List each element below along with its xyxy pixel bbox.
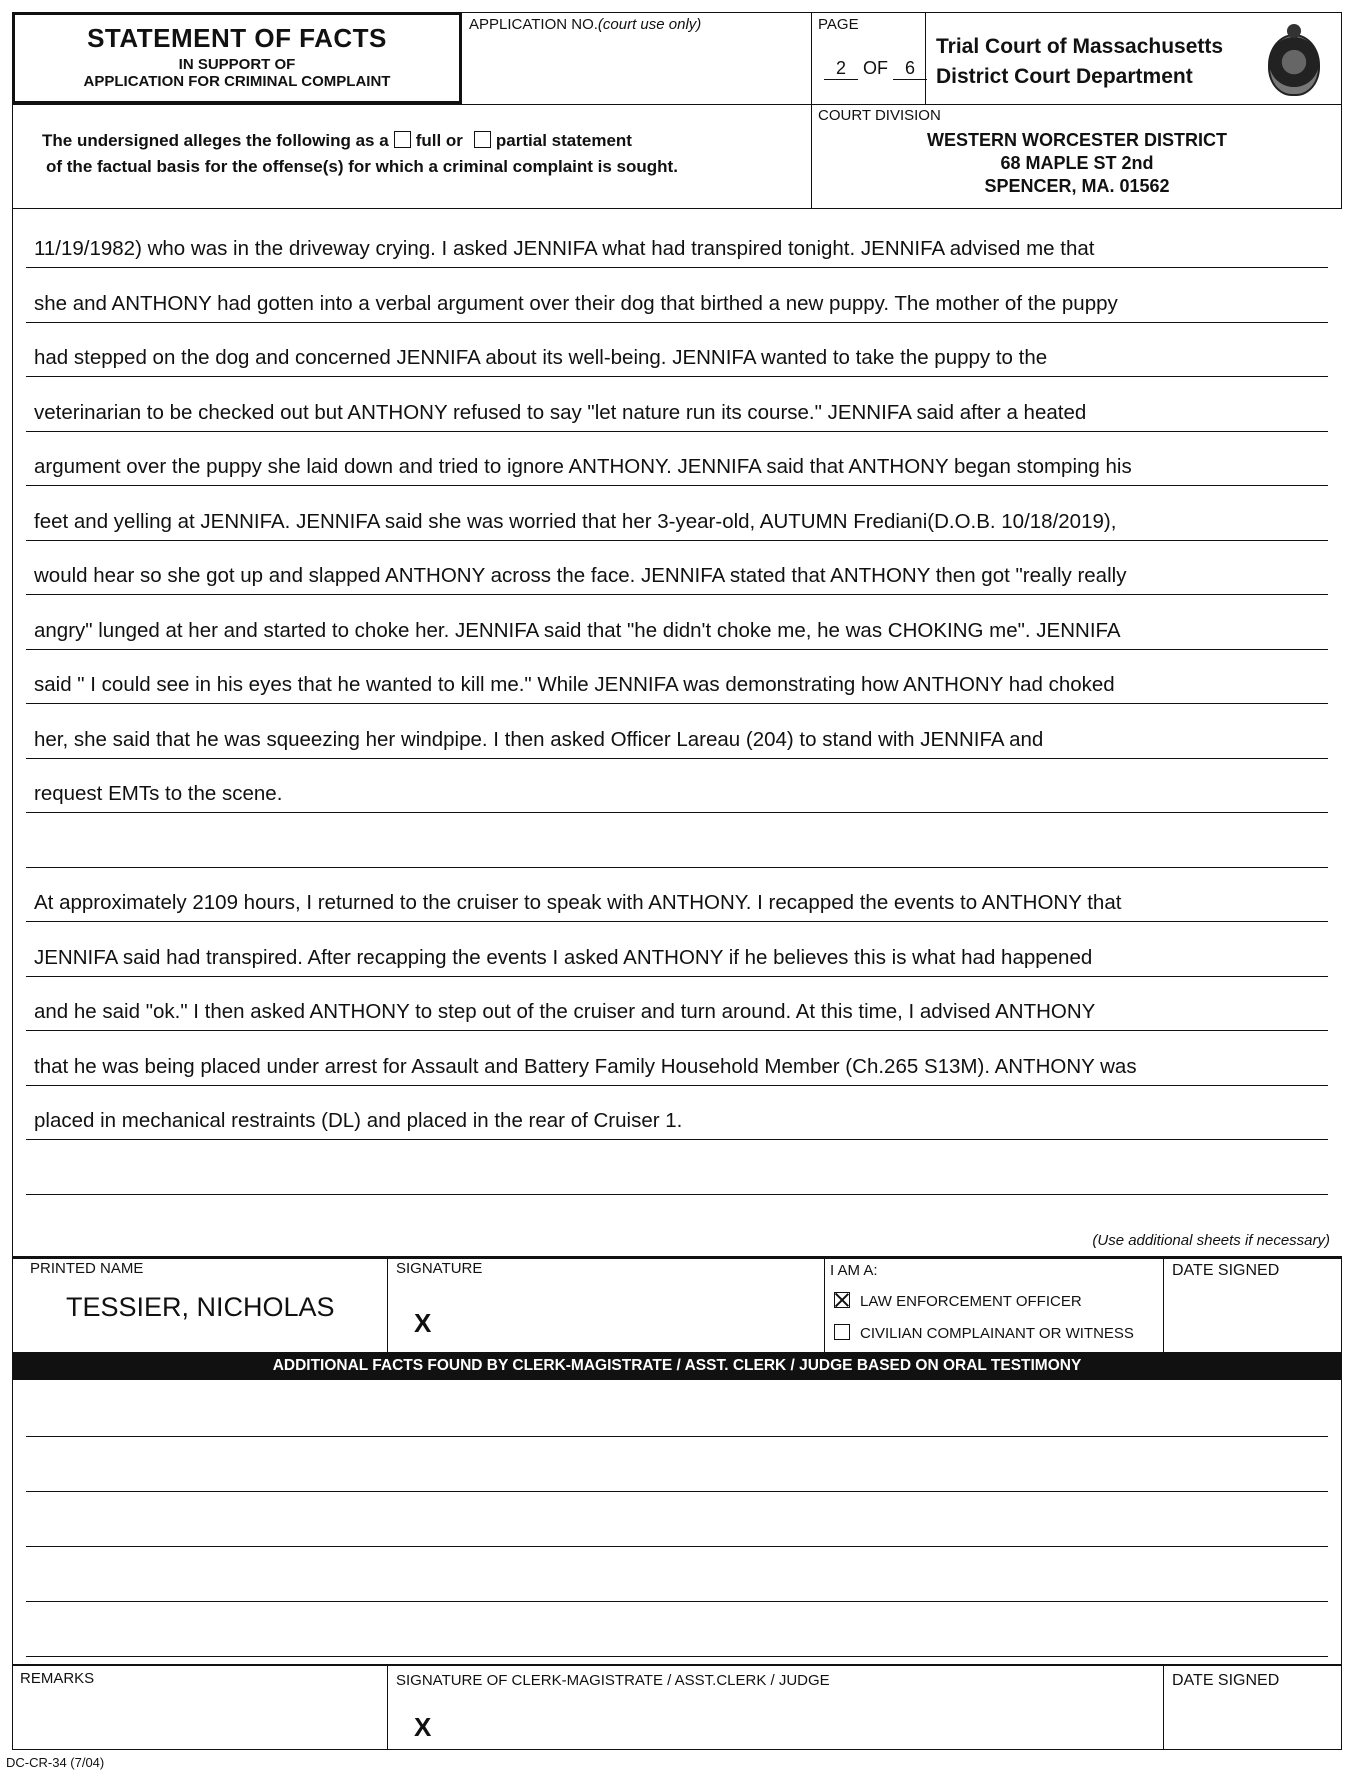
statement-line: her, she said that he was squeezing her windpipe. I then asked Officer Lareau (204) to stand with JENNIFA and [34, 727, 1044, 751]
full-statement-label: full or [415, 131, 463, 150]
additional-facts-rule [26, 1491, 1328, 1492]
statement-line: feet and yelling at JENNIFA. JENNIFA said she was worried that her 3-year-old, AUTUMN Frediani(D.O.B. 10/18/2019), [34, 509, 1117, 533]
date-signed-field[interactable] [1166, 1284, 1338, 1348]
court-division [812, 129, 1342, 198]
page-total: 6 [893, 58, 927, 80]
statement-rule [26, 976, 1328, 977]
signature-field[interactable] [390, 1282, 820, 1348]
court-name [936, 32, 1223, 92]
statement-line: 11/19/1982) who was in the driveway crying. I asked JENNIFA what had transpired tonight. JENNIFA advised me that [34, 237, 1095, 260]
page-number [824, 58, 927, 80]
page-of-label: OF [863, 58, 889, 78]
court-division-address-2: SPENCER, MA. 01562 [984, 176, 1170, 196]
application-label-text: APPLICATION NO. [469, 16, 598, 33]
signature-x-mark: X [414, 1308, 432, 1338]
clerk-date-signed-label: DATE SIGNED [1172, 1672, 1280, 1689]
statement-rule [26, 1194, 1328, 1195]
allegation-text: The undersigned alleges the following as a [42, 131, 389, 150]
statement-line: and he said "ok." I then asked ANTHONY to step out of the cruiser and turn around. At this time, I advised ANTHONY [34, 1000, 1096, 1023]
remarks-field[interactable] [16, 1692, 384, 1746]
clerk-signature-label: SIGNATURE OF CLERK-MAGISTRATE / ASST.CLERK / JUDGE [396, 1672, 830, 1689]
statement-rule [26, 649, 1328, 650]
statement-line: would hear so she got up and slapped ANTHONY across the face. JENNIFA stated that ANTHONY then got "really really [34, 564, 1127, 587]
statement-line: request EMTs to the scene. [34, 782, 283, 805]
partial-statement-label: partial statement [495, 131, 632, 150]
printed-name-label: PRINTED NAME [30, 1260, 144, 1277]
iam-label: I AM A: [830, 1262, 878, 1279]
statement-line: angry" lunged at her and started to choke her. JENNIFA said that "he didn't choke me, he was CHOKING me". JENNIFA [34, 618, 1121, 642]
form-title: STATEMENT OF FACTS [87, 23, 387, 53]
full-statement-checkbox[interactable] [394, 131, 411, 148]
statement-line: she and ANTHONY had gotten into a verbal argument over their dog that birthed a new puppy. The mother of the puppy [34, 291, 1118, 315]
statement-line: had stepped on the dog and concerned JENNIFA about its well-being. JENNIFA wanted to take the puppy to the [34, 346, 1048, 369]
civilian-option[interactable] [834, 1324, 1134, 1342]
court-division-name: WESTERN WORCESTER DISTRICT [927, 130, 1227, 150]
additional-facts-rule [26, 1546, 1328, 1547]
allegation-line-1 [42, 128, 678, 154]
statement-rule [26, 1139, 1328, 1140]
additional-facts-rule [26, 1656, 1328, 1657]
statement-rule [26, 431, 1328, 432]
clerk-date-signed-field[interactable] [1166, 1692, 1338, 1746]
civilian-option-label: CIVILIAN COMPLAINANT OR WITNESS [860, 1325, 1134, 1342]
statement-rule [26, 267, 1328, 268]
statement-rule [26, 540, 1328, 541]
statement-rule [26, 867, 1328, 868]
statement-rule [26, 921, 1328, 922]
officer-checkbox[interactable] [834, 1292, 850, 1308]
remarks-label: REMARKS [20, 1670, 95, 1687]
statement-rule [26, 1085, 1328, 1086]
form-id: DC-CR-34 (7/04) [6, 1755, 105, 1770]
date-signed-label: DATE SIGNED [1172, 1262, 1280, 1279]
statement-line: that he was being placed under arrest for Assault and Battery Family Household Member (Ch.265 S13M). ANTHONY was [34, 1054, 1137, 1078]
officer-option[interactable] [834, 1292, 1082, 1310]
statement-line: said " I could see in his eyes that he wanted to kill me." While JENNIFA was demonstrating how ANTHONY had choked [34, 673, 1115, 696]
form-subtitle-2: APPLICATION FOR CRIMINAL COMPLAINT [83, 73, 391, 90]
statement-line: veterinarian to be checked out but ANTHONY refused to say "let nature run its course." JENNIFA said after a heated [34, 400, 1087, 424]
statement-line: JENNIFA said had transpired. After recapping the events I asked ANTHONY if he believes this is what had happened [34, 945, 1093, 969]
statement-rule [26, 594, 1328, 595]
form-title-box [12, 12, 462, 104]
statement-of-facts-form [6, 12, 1342, 1770]
court-name-line-2: District Court Department [936, 65, 1193, 88]
form-subtitle-1: IN SUPPORT OF [178, 56, 296, 73]
additional-facts-banner: ADDITIONAL FACTS FOUND BY CLERK-MAGISTRATE / ASST. CLERK / JUDGE BASED ON ORAL TESTIMONY [12, 1352, 1342, 1380]
court-division-label: COURT DIVISION [818, 107, 941, 124]
allegation-statement [42, 128, 678, 180]
court-name-line-1: Trial Court of Massachusetts [936, 35, 1224, 58]
additional-facts-rule [26, 1436, 1328, 1437]
signature-label: SIGNATURE [396, 1260, 483, 1277]
statement-rule [26, 485, 1328, 486]
partial-statement-checkbox[interactable] [474, 131, 491, 148]
massachusetts-seal-icon [1268, 34, 1320, 96]
clerk-signature-field[interactable] [390, 1692, 1160, 1746]
additional-sheets-note: (Use additional sheets if necessary) [1092, 1232, 1330, 1249]
civilian-checkbox[interactable] [834, 1324, 850, 1340]
page-current: 2 [824, 58, 858, 80]
additional-facts-rule [26, 1601, 1328, 1602]
statement-rule [26, 1030, 1328, 1031]
statement-rule [26, 812, 1328, 813]
printed-name-value[interactable]: TESSIER, NICHOLAS [66, 1292, 335, 1322]
application-number-field[interactable] [464, 36, 808, 100]
statement-line: placed in mechanical restraints (DL) and placed in the rear of Cruiser 1. [34, 1109, 683, 1132]
statement-rule [26, 758, 1328, 759]
statement-rule [26, 703, 1328, 704]
statement-line: At approximately 2109 hours, I returned to the cruiser to speak with ANTHONY. I recapped the events to ANTHONY that [34, 891, 1122, 914]
statement-rule [26, 322, 1328, 323]
clerk-signature-x-mark: X [414, 1712, 432, 1742]
statement-line: argument over the puppy she laid down and tried to ignore ANTHONY. JENNIFA said that ANTHONY began stomping his [34, 455, 1132, 478]
allegation-line-2: of the factual basis for the offense(s) for which a criminal complaint is sought. [46, 157, 678, 176]
application-note-text: (court use only) [597, 16, 702, 33]
page-label: PAGE [818, 16, 859, 33]
court-division-address-1: 68 MAPLE ST 2nd [1000, 153, 1154, 173]
officer-option-label: LAW ENFORCEMENT OFFICER [860, 1293, 1082, 1310]
statement-rule [26, 376, 1328, 377]
application-number-label [469, 16, 701, 33]
